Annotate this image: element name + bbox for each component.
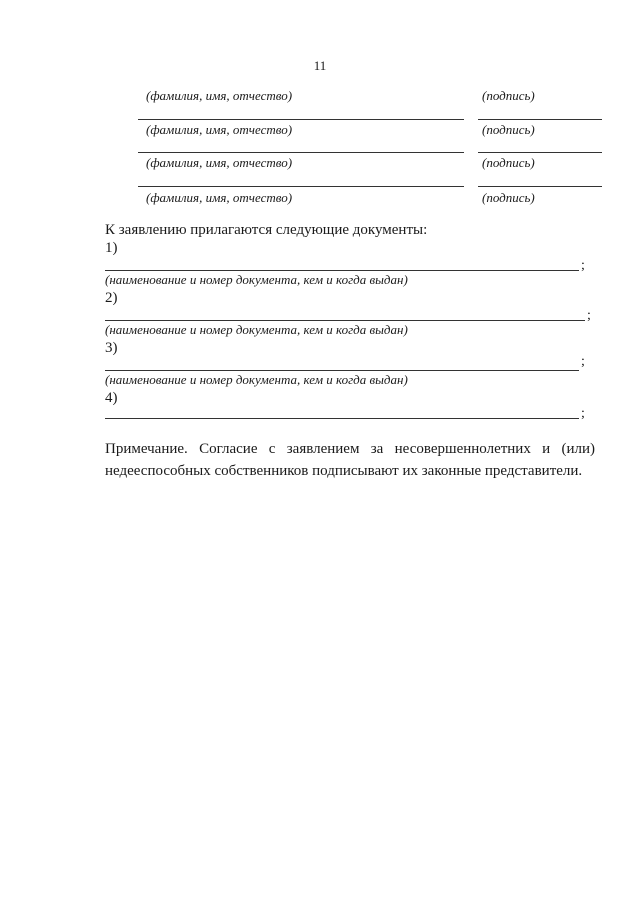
full-name-line[interactable] [138, 119, 464, 120]
note-paragraph: Примечание. Согласие с заявлением за несовершеннолетних и (или) недееспособных собственников подписывают их законные представители. [105, 441, 595, 479]
signature-caption: (подпись) [482, 155, 535, 170]
document-input-line[interactable] [105, 320, 585, 321]
document-caption: (наименование и номер документа, кем и когда выдан) [105, 272, 408, 287]
full-name-caption: (фамилия, имя, отчество) [146, 122, 293, 137]
document-number: 4) [105, 390, 118, 406]
signature-caption: (подпись) [482, 190, 535, 205]
document-semicolon: ; [581, 258, 585, 273]
full-name-line[interactable] [138, 186, 464, 187]
document-input-line[interactable] [105, 270, 579, 271]
signature-row [138, 155, 604, 175]
signature-caption: (подпись) [482, 88, 535, 103]
full-name-line[interactable] [138, 152, 464, 153]
document-number: 3) [105, 340, 118, 356]
document-semicolon: ; [581, 354, 585, 369]
signature-row [138, 122, 604, 142]
signature-row [138, 88, 604, 108]
document-input-line[interactable] [105, 418, 579, 419]
page-number: 11 [313, 58, 327, 73]
document-caption: (наименование и номер документа, кем и когда выдан) [105, 322, 408, 337]
signature-line[interactable] [478, 119, 602, 120]
full-name-caption: (фамилия, имя, отчество) [146, 190, 293, 205]
documents-intro: К заявлению прилагаются следующие документы: [105, 222, 428, 238]
signature-line[interactable] [478, 186, 602, 187]
signature-caption: (подпись) [482, 122, 535, 137]
document-number: 2) [105, 290, 118, 306]
document-number: 1) [105, 240, 118, 256]
document-semicolon: ; [587, 308, 591, 323]
document-caption: (наименование и номер документа, кем и когда выдан) [105, 372, 408, 387]
signature-row [138, 190, 604, 210]
full-name-caption: (фамилия, имя, отчество) [146, 88, 293, 103]
document-input-line[interactable] [105, 370, 579, 371]
full-name-caption: (фамилия, имя, отчество) [146, 155, 293, 170]
signature-line[interactable] [478, 152, 602, 153]
document-semicolon: ; [581, 406, 585, 421]
